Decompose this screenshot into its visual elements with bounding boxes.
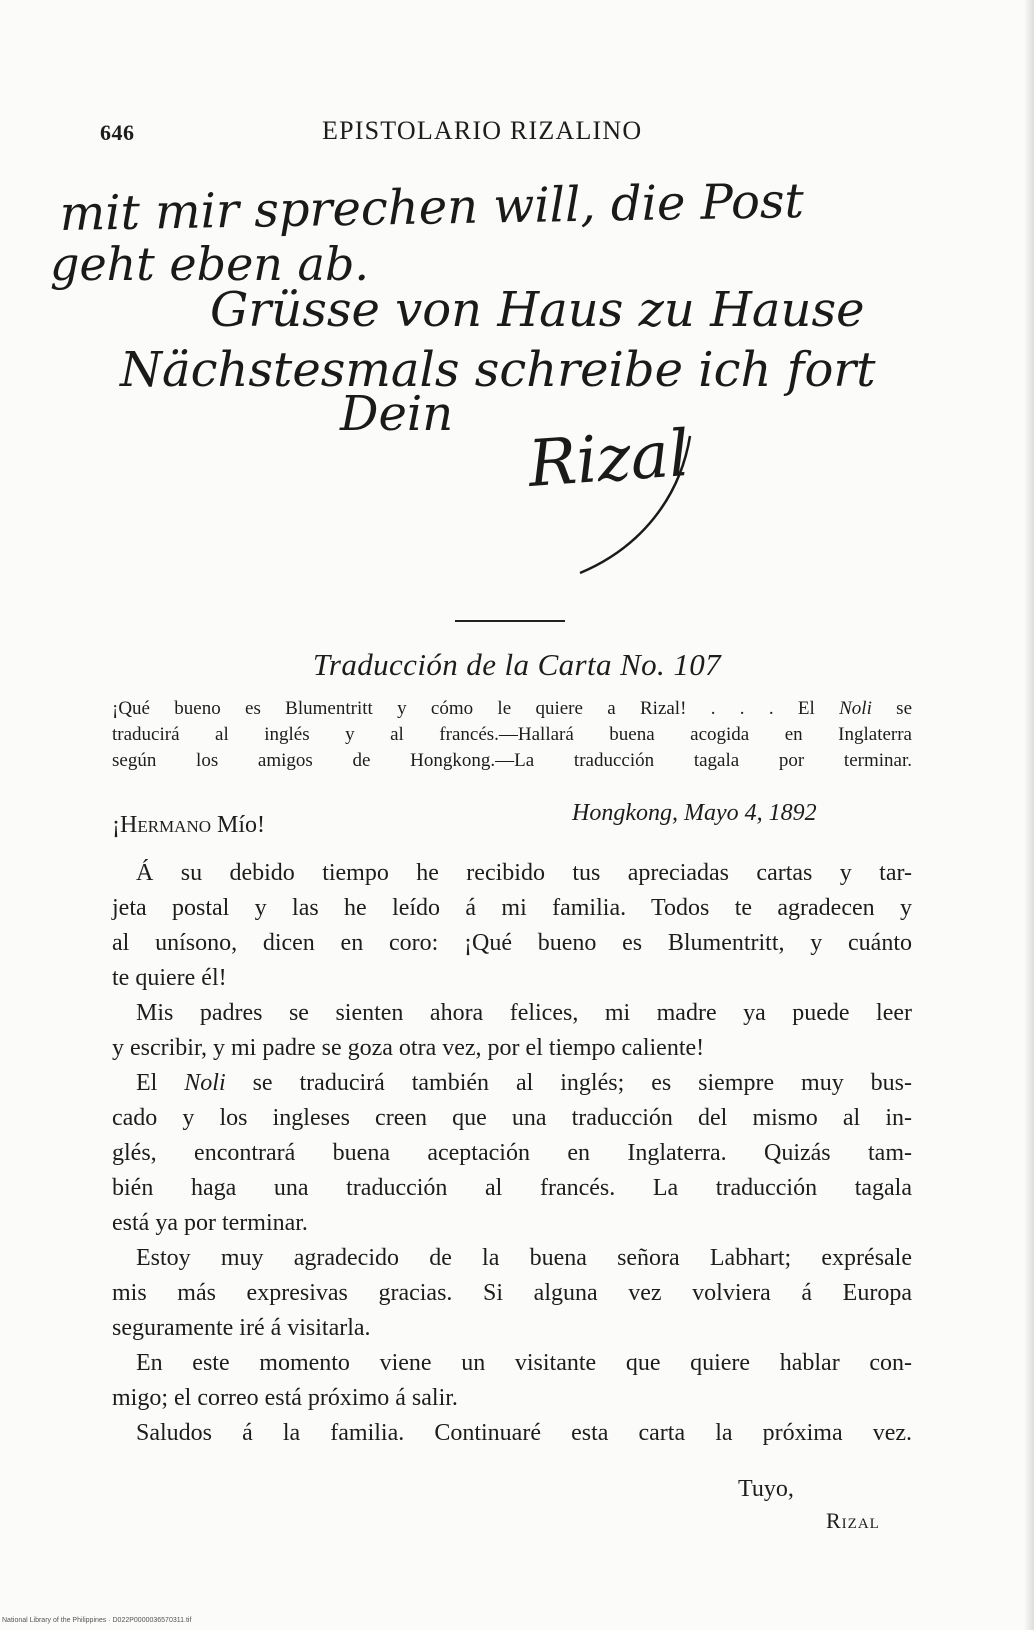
scan-footer: National Library of the Philippines · D022P0000036570311.tif xyxy=(2,1617,192,1624)
salutation xyxy=(112,812,265,839)
body-line: Á su debido tiempo he recibido tus apreciadas cartas y tar- xyxy=(136,860,912,886)
body-text: se traducirá también al inglés; es siempre muy bus- xyxy=(225,1070,913,1096)
running-title: EPISTOLARIO RIZALINO xyxy=(322,116,643,145)
body-line: está ya por terminar. xyxy=(112,1210,308,1236)
salutation-word: Hermano xyxy=(120,812,212,838)
page-edge-shadow xyxy=(1024,0,1034,1630)
running-header xyxy=(100,116,910,150)
body-line: En este momento viene un visitante que quiere hablar con- xyxy=(136,1350,912,1376)
body-line: te quiere él! xyxy=(112,965,227,991)
body-line: Saludos á la familia. Continuaré esta carta la próxima vez. xyxy=(136,1420,912,1446)
section-divider xyxy=(455,620,565,622)
handwriting-line: Grüsse von Haus zu Hause xyxy=(210,282,865,338)
handwriting-line: geht eben ab. xyxy=(50,237,370,291)
closing: Tuyo, xyxy=(738,1476,794,1502)
body-italic-title: Noli xyxy=(184,1070,226,1096)
translation-title-number: 107 xyxy=(673,647,722,682)
body-line: glés, encontrará buena aceptación en Inglaterra. Quizás tam- xyxy=(112,1140,912,1166)
dateline: Hongkong, Mayo 4, 1892 xyxy=(572,800,817,826)
salutation-word: Mío! xyxy=(211,812,266,838)
body-line xyxy=(112,1066,912,1101)
summary-line xyxy=(112,696,912,722)
handwriting-line: Dein xyxy=(340,386,454,442)
body-line: al unísono, dicen en coro: ¡Qué bueno es Blumentritt, y cuánto xyxy=(112,930,912,956)
body-line: jeta postal y las he leído á mi familia. Todos te agradecen y xyxy=(112,895,912,921)
summary-italic-title: Noli xyxy=(839,698,872,719)
translation-title-text: Traducción de la Carta xyxy=(312,647,621,682)
salutation-mark: ¡ xyxy=(112,812,120,838)
handwriting-line: Nächstesmals schreibe ich fort xyxy=(120,342,876,398)
signature: Rizal xyxy=(826,1508,880,1533)
letter-summary xyxy=(112,696,912,774)
body-line: Mis padres se sienten ahora felices, mi madre ya puede leer xyxy=(136,1000,912,1026)
body-text: El xyxy=(136,1070,185,1096)
handwritten-letter xyxy=(40,168,1000,608)
summary-text: se xyxy=(871,698,912,719)
summary-line: según los amigos de Hongkong.—La traducción tagala por terminar. xyxy=(112,750,912,771)
body-line: Estoy muy agradecido de la buena señora Labhart; exprésale xyxy=(136,1245,912,1271)
body-line: cado y los ingleses creen que una traducción del mismo al in- xyxy=(112,1105,912,1131)
summary-line: traducirá al inglés y al francés.—Hallará buena acogida en Inglaterra xyxy=(112,724,912,745)
summary-text: ¡Qué bueno es Blumentritt y cómo le quiere a Rizal! . . . El xyxy=(112,698,840,719)
body-line: seguramente iré á visitarla. xyxy=(112,1315,371,1341)
body-line: y escribir, y mi padre se goza otra vez, por el tiempo caliente! xyxy=(112,1035,705,1061)
body-line: migo; el correo está próximo á salir. xyxy=(112,1385,458,1411)
body-line: bién haga una traducción al francés. La traducción tagala xyxy=(112,1175,912,1201)
page-number: 646 xyxy=(100,120,135,145)
body-line: mis más expresivas gracias. Si alguna vez volviera á Europa xyxy=(112,1280,912,1306)
handwriting-line: mit mir sprechen will, die Post xyxy=(59,173,805,242)
signature-handwritten: Rizal xyxy=(525,416,692,502)
letter-body xyxy=(112,856,912,1451)
translation-title xyxy=(0,647,1034,683)
translation-title-no: No. xyxy=(620,647,674,682)
handwriting-svg xyxy=(40,168,1000,608)
